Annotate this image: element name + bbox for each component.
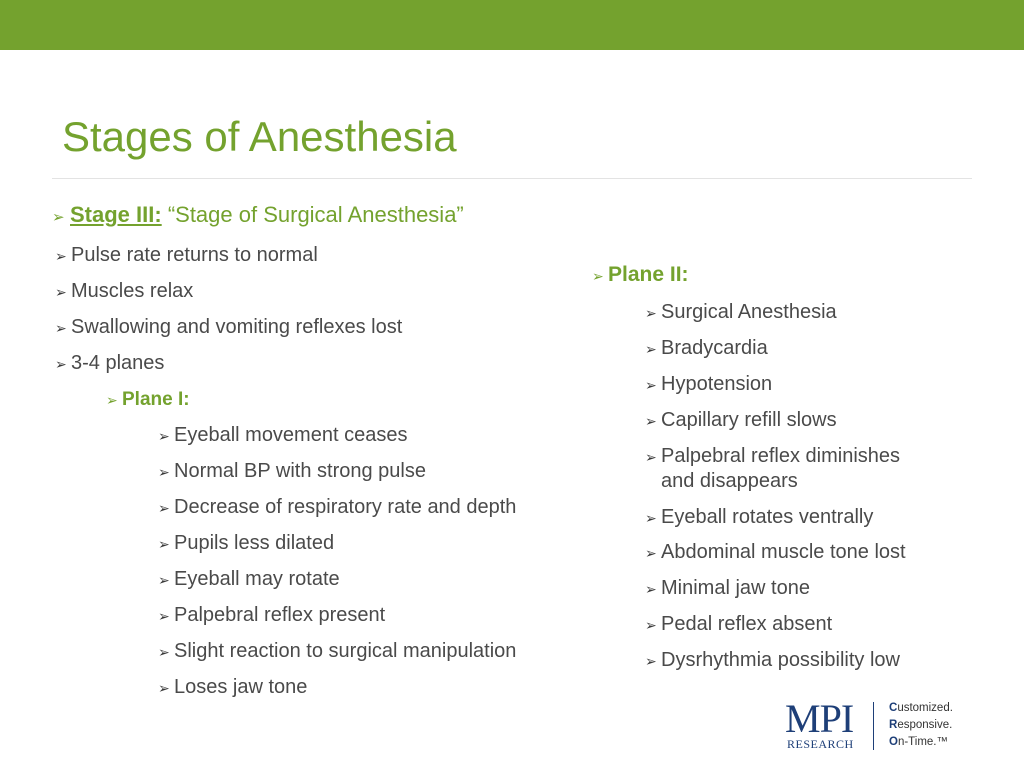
plane2-item (645, 612, 832, 637)
bullet-text: Pulse rate returns to normal (71, 244, 318, 266)
arrow-bullet-icon: ➢ (645, 413, 657, 429)
arrow-bullet-icon: ➢ (158, 428, 170, 444)
plane1-item-text: Eyeball movement ceases (174, 424, 408, 446)
header-band (0, 0, 1024, 50)
arrow-bullet-icon: ➢ (158, 500, 170, 516)
logo-divider (873, 702, 874, 750)
plane1-title-text: Plane I: (122, 389, 190, 410)
stage-heading (52, 203, 464, 230)
arrow-bullet-icon: ➢ (55, 356, 67, 372)
arrow-bullet-icon: ➢ (645, 305, 657, 321)
arrow-bullet-icon: ➢ (55, 284, 67, 300)
arrow-bullet-icon: ➢ (55, 248, 67, 264)
plane2-item-text: Capillary refill slows (661, 409, 837, 431)
plane2-item-text: Dysrhythmia possibility low (661, 649, 900, 671)
bullet-text: Muscles relax (71, 280, 194, 302)
bullet-item (55, 243, 318, 268)
plane1-item-text: Loses jaw tone (174, 676, 308, 698)
plane2-item (645, 648, 900, 673)
plane2-item (645, 540, 906, 565)
logo-brand: MPI (785, 696, 854, 741)
bullet-item (55, 279, 193, 304)
tagline-initial: R (889, 719, 898, 731)
arrow-bullet-icon: ➢ (645, 341, 657, 357)
plane2-item (645, 336, 768, 361)
plane2-item (645, 300, 837, 325)
arrow-bullet-icon: ➢ (158, 644, 170, 660)
plane2-item (645, 576, 810, 601)
arrow-bullet-icon: ➢ (645, 510, 657, 526)
tagline-initial: C (889, 702, 898, 714)
arrow-bullet-icon: ➢ (592, 268, 604, 284)
plane2-item-text: Eyeball rotates ventrally (661, 506, 874, 528)
plane1-item (158, 639, 516, 664)
arrow-bullet-icon: ➢ (158, 680, 170, 696)
bullet-item (55, 351, 164, 376)
plane2-item (645, 408, 837, 433)
arrow-bullet-icon: ➢ (645, 617, 657, 633)
plane1-item (158, 423, 407, 448)
plane2-item-text: Abdominal muscle tone lost (661, 541, 906, 563)
arrow-bullet-icon: ➢ (158, 572, 170, 588)
plane1-item (158, 675, 307, 700)
plane1-item (158, 495, 516, 520)
tagline-rest: esponsive. (897, 719, 953, 731)
arrow-bullet-icon: ➢ (106, 392, 118, 408)
plane1-item (158, 531, 334, 556)
plane1-item-text: Decrease of respiratory rate and depth (174, 496, 517, 518)
arrow-bullet-icon: ➢ (645, 449, 657, 465)
bullet-text: Swallowing and vomiting reflexes lost (71, 316, 403, 338)
plane1-item-text: Eyeball may rotate (174, 568, 340, 590)
plane1-item (158, 603, 385, 628)
arrow-bullet-icon: ➢ (645, 581, 657, 597)
plane2-title-text: Plane II: (608, 263, 689, 286)
plane1-item-text: Normal BP with strong pulse (174, 460, 426, 482)
plane2-item-text: Minimal jaw tone (661, 577, 810, 599)
arrow-bullet-icon: ➢ (55, 320, 67, 336)
plane2-item-text: Bradycardia (661, 337, 768, 359)
plane1-item (158, 459, 426, 484)
plane1-item (158, 567, 340, 592)
slide-title: Stages of Anesthesia (62, 113, 457, 160)
stage-label: Stage III: (70, 202, 162, 227)
tagline-rest: n-Time.™ (897, 736, 949, 748)
stage-quote: “Stage of Surgical Anesthesia” (167, 202, 464, 227)
arrow-bullet-icon: ➢ (645, 545, 657, 561)
plane2-item-text: Pedal reflex absent (661, 613, 833, 635)
plane2-item (645, 505, 873, 530)
arrow-bullet-icon: ➢ (158, 464, 170, 480)
logo-sub: RESEARCH (787, 737, 854, 751)
bullet-text: 3-4 planes (71, 352, 165, 374)
title-divider (52, 178, 972, 179)
tagline-rest: ustomized. (897, 702, 953, 714)
plane2-item-text-cont: and disappears (661, 470, 798, 492)
mpi-research-logo (785, 696, 975, 752)
arrow-bullet-icon: ➢ (645, 653, 657, 669)
arrow-bullet-icon: ➢ (158, 536, 170, 552)
arrow-bullet-icon: ➢ (52, 209, 65, 226)
plane1-item-text: Palpebral reflex present (174, 604, 386, 626)
plane2-item-text: Palpebral reflex diminishes (661, 445, 901, 467)
plane1-title (106, 388, 190, 412)
tagline-initial: O (889, 736, 898, 748)
plane2-item (645, 444, 900, 493)
arrow-bullet-icon: ➢ (158, 608, 170, 624)
logo-tagline (889, 700, 953, 751)
arrow-bullet-icon: ➢ (645, 377, 657, 393)
plane2-title (592, 263, 689, 288)
plane1-item-text: Slight reaction to surgical manipulation (174, 640, 517, 662)
plane2-item-text: Hypotension (661, 373, 773, 395)
plane2-item-text: Surgical Anesthesia (661, 301, 837, 323)
plane2-item (645, 372, 772, 397)
bullet-item (55, 315, 402, 340)
plane1-item-text: Pupils less dilated (174, 532, 335, 554)
